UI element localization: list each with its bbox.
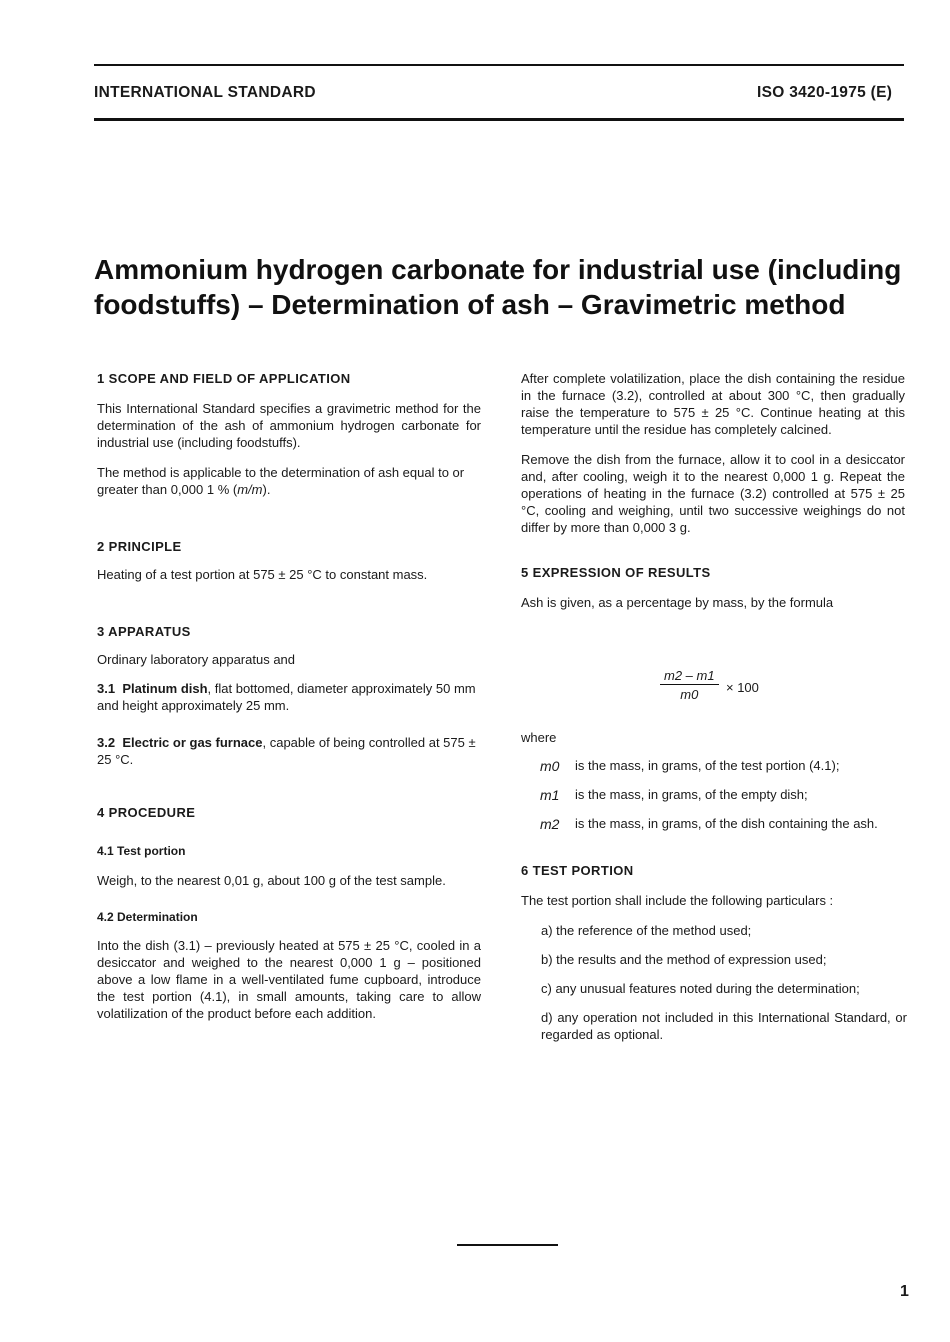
- section-3-item-1: [97, 680, 481, 714]
- subsection-4-2-heading: 4.2 Determination: [97, 910, 198, 924]
- section-1-para-2-a: The method is applicable to the determination of ash equal to or greater than 0,000 1 % (: [97, 465, 465, 497]
- section-4-2-para-2: After complete volatilization, place the dish containing the residue in the furnace (3.2), controlled at about 300 °C, then gradually raise the temperature to 575 ± 25 °C. Continue heating at this temperature until the residue has completely calcined.: [521, 371, 905, 437]
- section-6-item-d: d) any operation not included in this International Standard, or regarded as optional.: [541, 1010, 907, 1042]
- page-number: 1: [900, 1283, 909, 1300]
- ash-formula: [660, 668, 719, 702]
- section-1-para-2-b: m/m: [237, 482, 263, 497]
- section-6-item-b: b) the results and the method of expression used;: [541, 952, 827, 967]
- definition-m1: is the mass, in grams, of the empty dish;: [575, 787, 808, 802]
- where-label: where: [521, 730, 557, 745]
- section-3-item-2: [97, 734, 481, 768]
- formula-numerator: m2 – m1: [660, 668, 719, 685]
- section-2-heading: 2 PRINCIPLE: [97, 539, 182, 554]
- section-3-heading: 3 APPARATUS: [97, 624, 191, 639]
- section-1-para-2: [97, 464, 481, 498]
- title-line-1: Ammonium hydrogen carbonate for industrial use (including: [94, 254, 902, 285]
- subsection-4-1-heading: 4.1 Test portion: [97, 844, 186, 858]
- section-6-item-a: a) the reference of the method used;: [541, 923, 752, 938]
- item-3-1-number: 3.1: [97, 681, 116, 696]
- title-line-2: foodstuffs) – Determination of ash – Gravimetric method: [94, 289, 846, 320]
- header-rule-bottom: [94, 118, 904, 121]
- right-column-bottom: [521, 862, 907, 1043]
- header-rule-top: [94, 64, 904, 66]
- definition-m2: is the mass, in grams, of the dish containing the ash.: [575, 816, 878, 831]
- definition-m0: is the mass, in grams, of the test portion (4.1);: [575, 758, 840, 773]
- formula-denominator: m0: [680, 687, 699, 702]
- section-1-para-1: This International Standard specifies a gravimetric method for the determination of the ash of ammonium hydrogen carbonate for industrial use (including foodstuffs).: [97, 401, 481, 450]
- item-3-1-text: , flat bottomed, diameter approximately 50 mm and height approximately 25 mm.: [97, 681, 476, 713]
- document-title: [94, 252, 914, 322]
- section-4-2-para-3: Remove the dish from the furnace, allow it to cool in a desiccator and, after cooling, weigh it to the nearest 0,000 1 g. Repeat the operations of heating in the furnace (3.2) controlled at 575 ± 25 °C, cooling and weighing, until two successive weighings do not differ by more than 0,000 3 g.: [521, 452, 905, 535]
- item-3-2-text: , capable of being controlled at 575 ± 25 °C.: [97, 735, 476, 767]
- formula-factor: × 100: [726, 680, 759, 695]
- section-1-para-2-c: ).: [262, 482, 271, 497]
- section-4-heading: 4 PROCEDURE: [97, 805, 196, 820]
- right-column-top: [521, 370, 905, 611]
- symbol-m2: m2: [540, 816, 560, 832]
- section-1-heading: 1 SCOPE AND FIELD OF APPLICATION: [97, 371, 351, 386]
- section-6-heading: 6 TEST PORTION: [521, 863, 634, 878]
- section-3-para-1: Ordinary laboratory apparatus and: [97, 652, 296, 667]
- footer-rule: [457, 1244, 558, 1246]
- left-column: [97, 370, 481, 1022]
- section-5-para-1: Ash is given, as a percentage by mass, by the formula: [521, 595, 834, 610]
- section-4-2-para-1: Into the dish (3.1) – previously heated at 575 ± 25 °C, cooled in a desiccator and weighed to the nearest 0,000 1 g – positioned above a low flame in a well-ventilated fume cupboard, introduce the test portion (4.1), in small amounts, taking care to allow volatilization of the product before each addition.: [97, 938, 481, 1021]
- header-right: ISO 3420-1975 (E): [757, 84, 893, 101]
- item-3-2-name: Electric or gas furnace: [122, 735, 263, 750]
- section-5-heading: 5 EXPRESSION OF RESULTS: [521, 565, 711, 580]
- section-2-para-1: Heating of a test portion at 575 ± 25 °C to constant mass.: [97, 567, 428, 582]
- section-4-1-para: Weigh, to the nearest 0,01 g, about 100 g of the test sample.: [97, 873, 446, 888]
- header-left: INTERNATIONAL STANDARD: [94, 84, 316, 101]
- section-6-para-1: The test portion shall include the following particulars :: [521, 893, 834, 908]
- item-3-2-number: 3.2: [97, 735, 116, 750]
- symbol-m0: m0: [540, 758, 560, 774]
- symbol-m1: m1: [540, 787, 560, 803]
- item-3-1-name: Platinum dish: [122, 681, 208, 696]
- section-6-item-c: c) any unusual features noted during the determination;: [541, 981, 860, 996]
